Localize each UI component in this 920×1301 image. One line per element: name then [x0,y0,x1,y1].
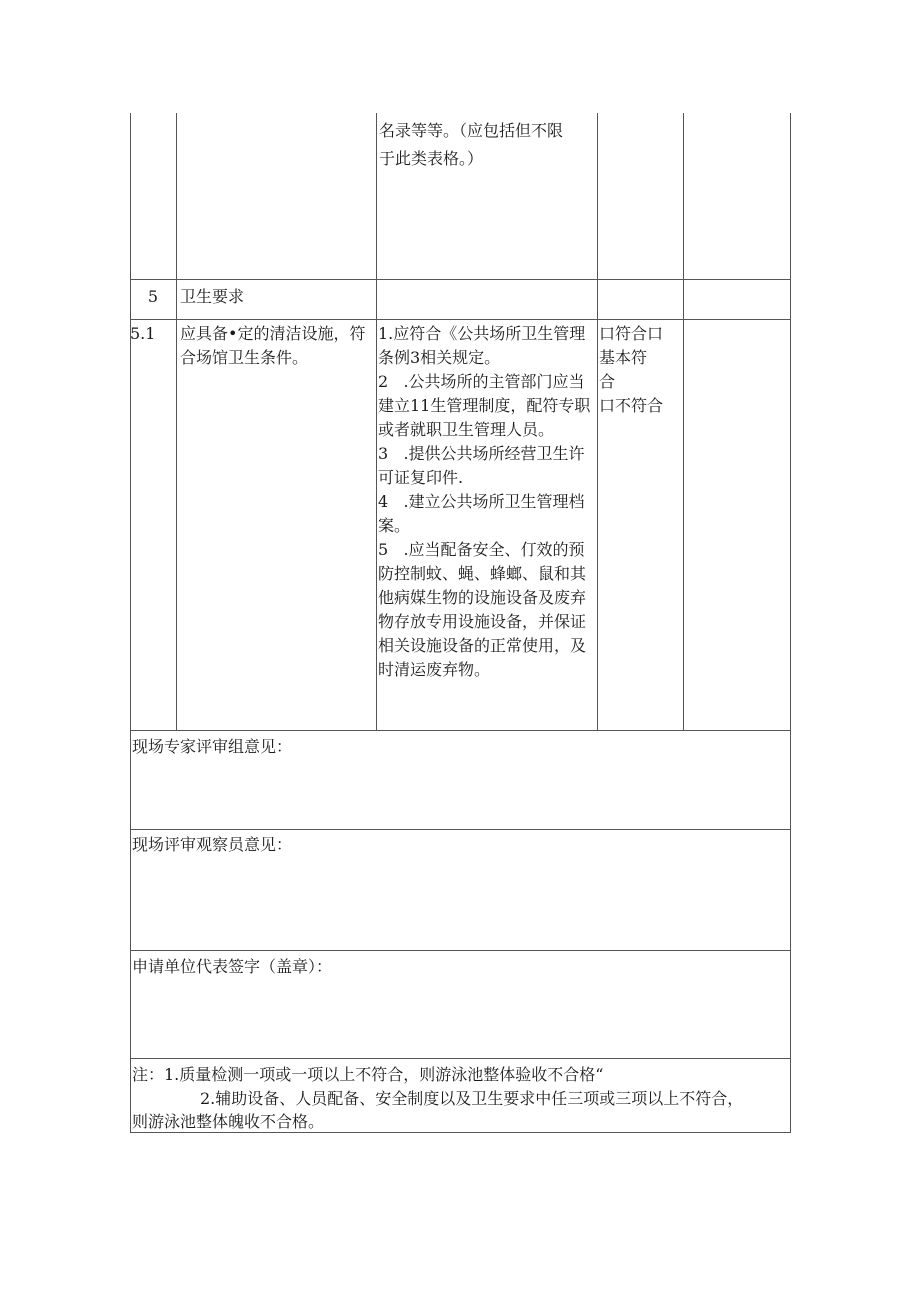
row51-result-line4: 口不符合 [599,396,664,415]
top-row-content-line1: 名录等等。（应包括但不限 [379,121,564,140]
row51-result-line1: 口符合口 [599,324,664,343]
section5-title: 卫生要求 [180,287,245,306]
notes-line2: 2.辅助设备、人员配备、安全制度以及卫生要求中任三项或三项以上不符合， [200,1089,744,1108]
top-row-content [379,119,595,171]
row51-result [599,322,683,418]
row51-criteria [378,322,596,728]
row51-criterion: 4 .建立公共场所卫生管理档案。 [378,492,585,535]
expert-opinion-label: 现场专家评审组意见： [132,737,293,756]
row51-number: 5.1 [130,324,156,343]
top-row-content-line2: 于此类表格。） [379,149,484,168]
row51-criterion: 1.应符合《公共场所卫生管理条例3相关规定。 [378,324,586,367]
observer-opinion-label: 现场评审观察员意见： [132,835,293,854]
row51-criterion: 2 .公共场所的主管部门应当建立11生管理制度，配符专职或者就职卫生管理人员。 [378,372,591,439]
notes-line3: 则游泳池整体魄收不合格。 [132,1112,325,1131]
row51-result-line2: 基本符 [599,348,648,367]
row51-result-line3: 合 [599,372,616,391]
row51-criterion: 3 .提供公共场所经营卫生许可证复印件. [378,444,585,487]
section5-number: 5 [147,287,159,306]
notes-line1: 注：1.质量检测一项或一项以上不符合，则游泳池整体验收不合格“ [132,1065,604,1084]
applicant-signature-label: 申请单位代表签字（盖章）： [132,957,333,976]
row51-requirement: 应具备•定的清洁设施，符合场馆卫生条件。 [180,324,366,367]
row51-criterion: 5 .应当配备安全、仃效的预防控制蚊、蝇、蜂螂、鼠和其他病媒生物的设施设备及废弃物存放专用设施设备，并保证相关设施设备的正常使用，及时清运废弃物。 [378,540,587,679]
